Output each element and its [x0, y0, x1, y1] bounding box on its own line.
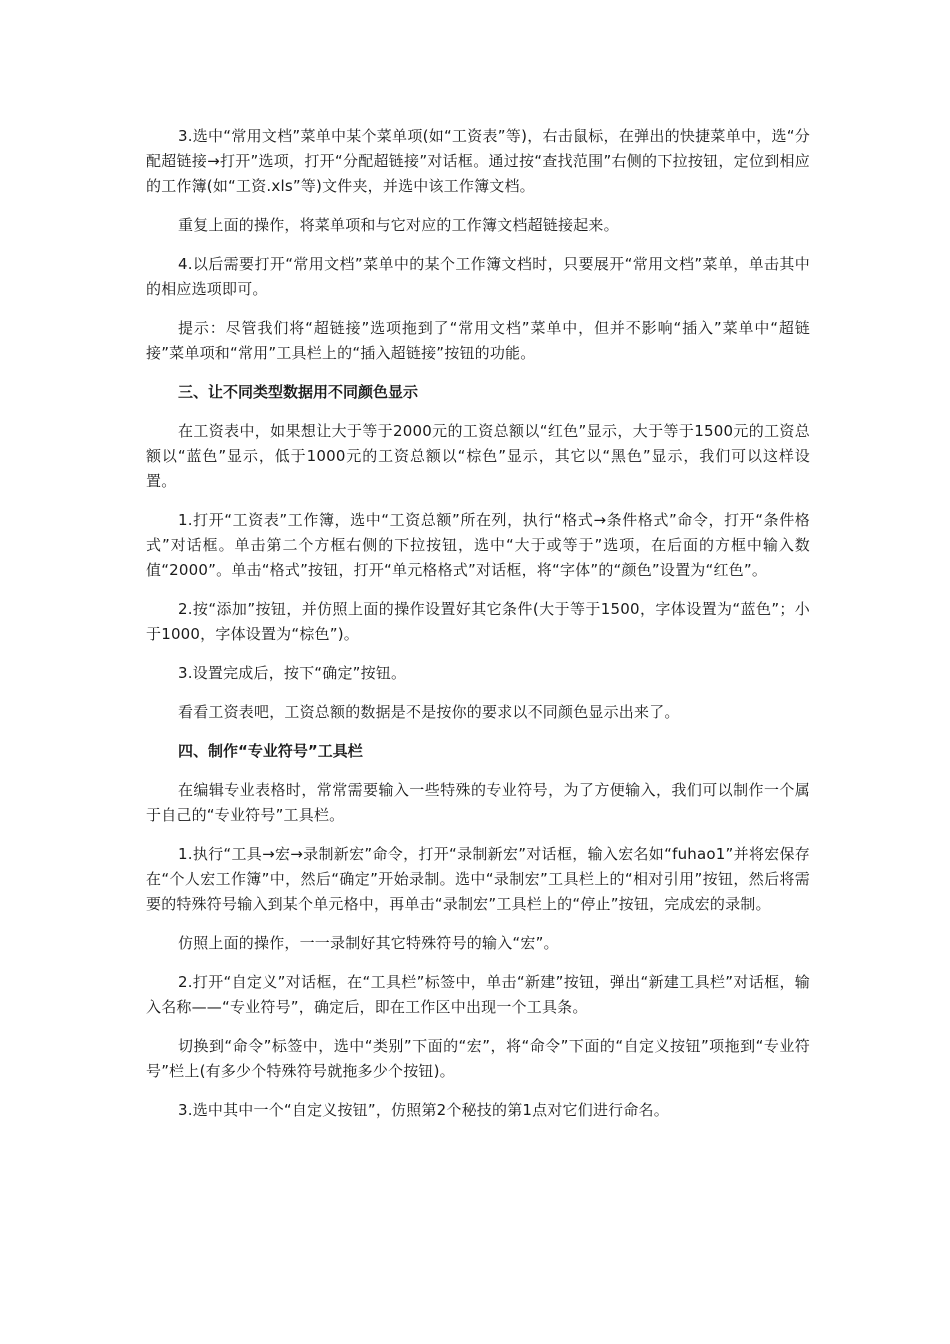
paragraph: 3.选中“常用文档”菜单中某个菜单项(如“工资表”等)，右击鼠标，在弹出的快捷菜单中，选“分配超链接→打开”选项，打开“分配超链接”对话框。通过按“查找范围”右侧的下拉按钮，定位到相应的工作簿(如“工资.xls”等)文件夹，并选中该工作簿文档。 [146, 127, 810, 195]
paragraph: 在工资表中，如果想让大于等于2000元的工资总额以“红色”显示，大于等于1500元的工资总额以“蓝色”显示，低于1000元的工资总额以“棕色”显示，其它以“黑色”显示，我们可以这样设置。 [146, 422, 810, 490]
paragraph: 提示：尽管我们将“超链接”选项拖到了“常用文档”菜单中，但并不影响“插入”菜单中“超链接”菜单项和“常用”工具栏上的“插入超链接”按钮的功能。 [146, 319, 810, 362]
paragraph: 4.以后需要打开“常用文档”菜单中的某个工作簿文档时，只要展开“常用文档”菜单，单击其中的相应选项即可。 [146, 255, 810, 298]
paragraph: 在编辑专业表格时，常常需要输入一些特殊的专业符号，为了方便输入，我们可以制作一个属于自己的“专业符号”工具栏。 [146, 781, 810, 824]
paragraph: 1.打开“工资表”工作簿，选中“工资总额”所在列，执行“格式→条件格式”命令，打开“条件格式”对话框。单击第二个方框右侧的下拉按钮，选中“大于或等于”选项，在后面的方框中输入数值“2000”。单击“格式”按钮，打开“单元格格式”对话框，将“字体”的“颜色”设置为“红色”。 [146, 511, 810, 579]
paragraph: 重复上面的操作，将菜单项和与它对应的工作簿文档超链接起来。 [178, 216, 619, 234]
section-heading: 三、让不同类型数据用不同颜色显示 [178, 383, 419, 401]
paragraph: 看看工资表吧，工资总额的数据是不是按你的要求以不同颜色显示出来了。 [178, 703, 680, 721]
paragraph: 切换到“命令”标签中，选中“类别”下面的“宏”，将“命令”下面的“自定义按钮”项拖到“专业符号”栏上(有多少个特殊符号就拖多少个按钮)。 [146, 1037, 810, 1080]
section-heading: 四、制作“专业符号”工具栏 [178, 742, 363, 760]
paragraph: 2.打开“自定义”对话框，在“工具栏”标签中，单击“新建”按钮，弹出“新建工具栏”对话框，输入名称——“专业符号”，确定后，即在工作区中出现一个工具条。 [146, 973, 810, 1016]
paragraph: 3.设置完成后，按下“确定”按钮。 [178, 664, 407, 682]
document-page [146, 124, 810, 1137]
paragraph: 2.按“添加”按钮，并仿照上面的操作设置好其它条件(大于等于1500，字体设置为“蓝色”；小于1000，字体设置为“棕色”)。 [146, 600, 811, 643]
paragraph: 1.执行“工具→宏→录制新宏”命令，打开“录制新宏”对话框，输入宏名如“fuhao1”并将宏保存在“个人宏工作簿”中，然后“确定”开始录制。选中“录制宏”工具栏上的“相对引用”按钮，然后将需要的特殊符号输入到某个单元格中，再单击“录制宏”工具栏上的“停止”按钮，完成宏的录制。 [146, 845, 810, 913]
paragraph: 仿照上面的操作，一一录制好其它特殊符号的输入“宏”。 [178, 934, 559, 952]
paragraph: 3.选中其中一个“自定义按钮”，仿照第2个秘技的第1点对它们进行命名。 [178, 1101, 669, 1119]
